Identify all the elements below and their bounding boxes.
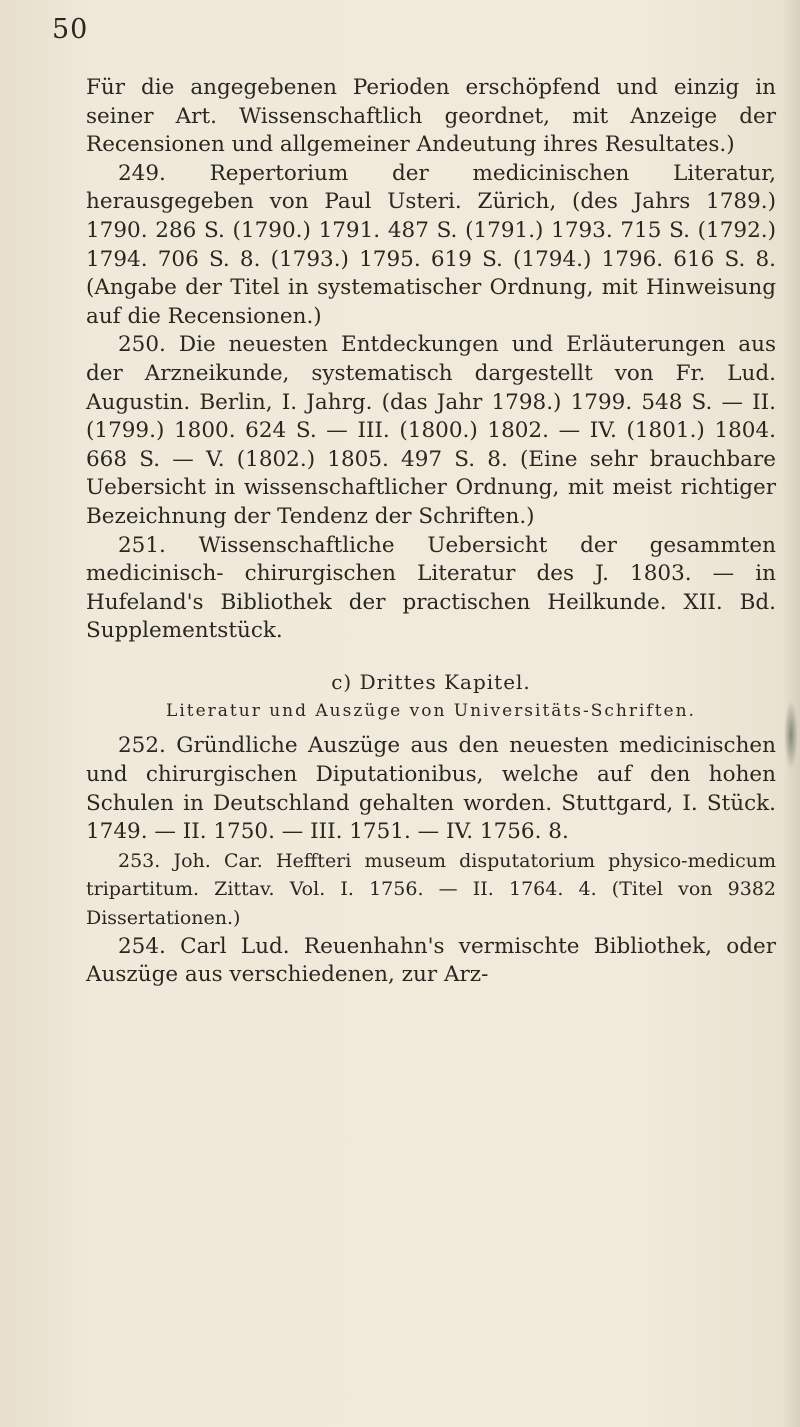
entry-253: 253. Joh. Car. Heffteri museum disputatorium physico-medicum tripartitum. Zittav. Vol. I. 1756. — II. 1764. 4. (Titel von 9382 Dissertationen.) <box>86 849 776 930</box>
ink-stain <box>784 700 798 770</box>
entry-251: 251. Wissenschaftliche Uebersicht der gesammten medicinisch- chirurgischen Literatur des J. 1803. — in Hufeland's Bibliothek der practischen Heilkunde. XII. Bd. Supplementstück. <box>86 532 776 644</box>
chapter-subheading: Literatur und Auszüge von Universitäts-Schriften. <box>166 701 696 722</box>
entry-254: 254. Carl Lud. Reuenhahn's vermischte Bibliothek, oder Auszüge aus verschiedenen, zur Arz- <box>86 933 776 988</box>
entry-252: 252. Gründliche Auszüge aus den neuesten medicinischen und chirurgischen Diputationibus, welche auf den hohen Schulen in Deutschland gehalten worden. Stuttgard, I. Stück. 1749. — II. 1750. — III. 1751. — IV. 1756. 8. <box>86 733 776 845</box>
entry-250: 250. Die neuesten Entdeckungen und Erläuterungen aus der Arzneikunde, systematisch dargestellt von Fr. Lud. Augustin. Berlin, I. Jahrg. (das Jahr 1798.) 1799. 548 S. — II. (1799.) 1800. 624 S. — III. (1800.) 1802. — IV. (1801.) 1804. 668 S. — V. (1802.) 1805. 497 S. 8. (Eine sehr brauchbare Uebersicht in wissenschaftlicher Ordnung, mit meist richtiger Bezeichnung der Tendenz der Schriften.) <box>86 332 776 529</box>
entry-249: 249. Repertorium der medicinischen Literatur, herausgegeben von Paul Usteri. Zürich, (des Jahrs 1789.) 1790. 286 S. (1790.) 1791. 487 S. (1791.) 1793. 715 S. (1792.) 1794. 706 S. 8. (1793.) 1795. 619 S. (1794.) 1796. 616 S. 8. (Angabe der Titel in systematischer Ordnung, mit Hinweisung auf die Recensionen.) <box>86 160 776 329</box>
paragraph-intro: Für die angegebenen Perioden erschöpfend und einzig in seiner Art. Wissenschaftlich geordnet, mit Anzeige der Recensionen und allgemeiner Andeutung ihres Resultates.) <box>86 75 776 158</box>
text-body <box>86 74 776 990</box>
page-number: 50 <box>52 14 89 45</box>
chapter-heading: c) Drittes Kapitel. <box>331 669 531 694</box>
